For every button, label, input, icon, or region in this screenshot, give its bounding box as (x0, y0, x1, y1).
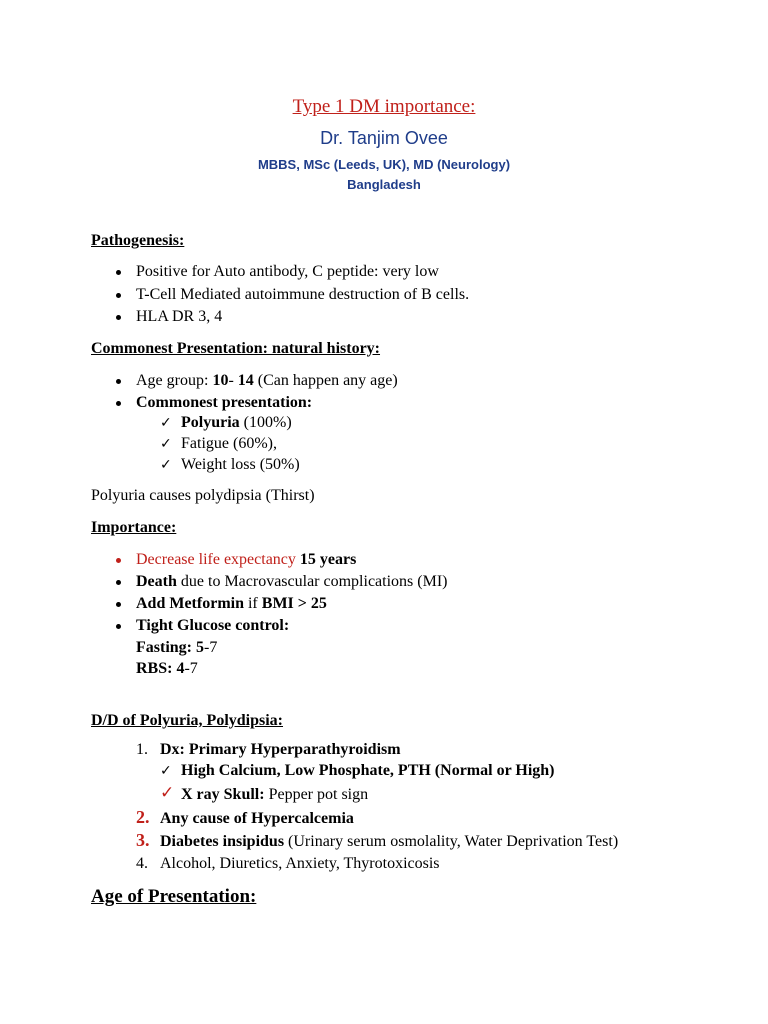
pathogenesis-item: Positive for Auto antibody, C peptide: very low (136, 263, 439, 280)
bullet-icon (116, 293, 121, 298)
polyuria-note: Polyuria causes polydipsia (Thirst) (91, 487, 315, 504)
dd-item-4: Alcohol, Diuretics, Anxiety, Thyrotoxicosis (160, 855, 440, 872)
check-mark-icon: ✓ (160, 436, 172, 452)
pathogenesis-item: T-Cell Mediated autoimmune destruction of B cells. (136, 286, 470, 303)
list-number: 2. (136, 807, 150, 827)
bullet-icon (116, 379, 121, 384)
bullet-icon (116, 558, 121, 563)
glucose-control-line: Tight Glucose control: (136, 617, 290, 634)
author-credentials: MBBS, MSc (Leeds, UK), MD (Neurology) (257, 157, 511, 172)
bullet-icon (116, 315, 121, 320)
pathogenesis-item: HLA DR 3, 4 (136, 308, 223, 325)
fasting-line: Fasting: 5-7 (136, 639, 218, 656)
importance-heading: Importance: (91, 519, 177, 536)
age-group-line: Age group: 10- 14 (Can happen any age) (136, 372, 398, 389)
dd-item-3: Diabetes insipidus (Urinary serum osmolality, Water Deprivation Test) (160, 833, 619, 850)
presentation-check-item: Fatigue (60%), (181, 435, 277, 452)
list-number: 3. (136, 830, 150, 850)
bullet-icon (116, 580, 121, 585)
metformin-line: Add Metformin if BMI > 25 (136, 595, 327, 612)
pathogenesis-heading: Pathogenesis: (91, 232, 185, 249)
life-expectancy-line: Decrease life expectancy 15 years (136, 551, 357, 568)
list-number: 4. (136, 855, 148, 872)
author-country: Bangladesh (347, 177, 421, 192)
age-of-presentation-heading: Age of Presentation: (91, 886, 257, 907)
check-mark-icon: ✓ (160, 457, 172, 473)
rbs-line: RBS: 4-7 (136, 660, 198, 677)
presentation-check-item: Weight loss (50%) (181, 456, 300, 473)
presentation-heading: Commonest Presentation: natural history: (91, 340, 381, 357)
bullet-icon (116, 270, 121, 275)
author-name: Dr. Tanjim Ovee (320, 128, 448, 148)
death-line: Death due to Macrovascular complications (MI) (136, 573, 448, 590)
check-mark-icon: ✓ (160, 783, 175, 803)
dd-heading: D/D of Polyuria, Polydipsia: (91, 712, 284, 729)
list-number: 1. (136, 741, 148, 758)
bullet-icon (116, 624, 121, 629)
check-mark-icon: ✓ (160, 415, 172, 431)
presentation-check-item: Polyuria (100%) (181, 414, 292, 431)
bullet-icon (116, 401, 121, 406)
bullet-icon (116, 602, 121, 607)
dd-item-1: Dx: Primary Hyperparathyroidism (160, 741, 401, 758)
commonest-presentation: Commonest presentation: (136, 394, 313, 411)
document-title: Type 1 DM importance: (292, 96, 476, 117)
dd-item-2: Any cause of Hypercalcemia (160, 810, 354, 827)
dd-check-2: X ray Skull: Pepper pot sign (181, 786, 369, 803)
dd-check-1: High Calcium, Low Phosphate, PTH (Normal or High) (181, 762, 555, 779)
check-mark-icon: ✓ (160, 763, 172, 779)
